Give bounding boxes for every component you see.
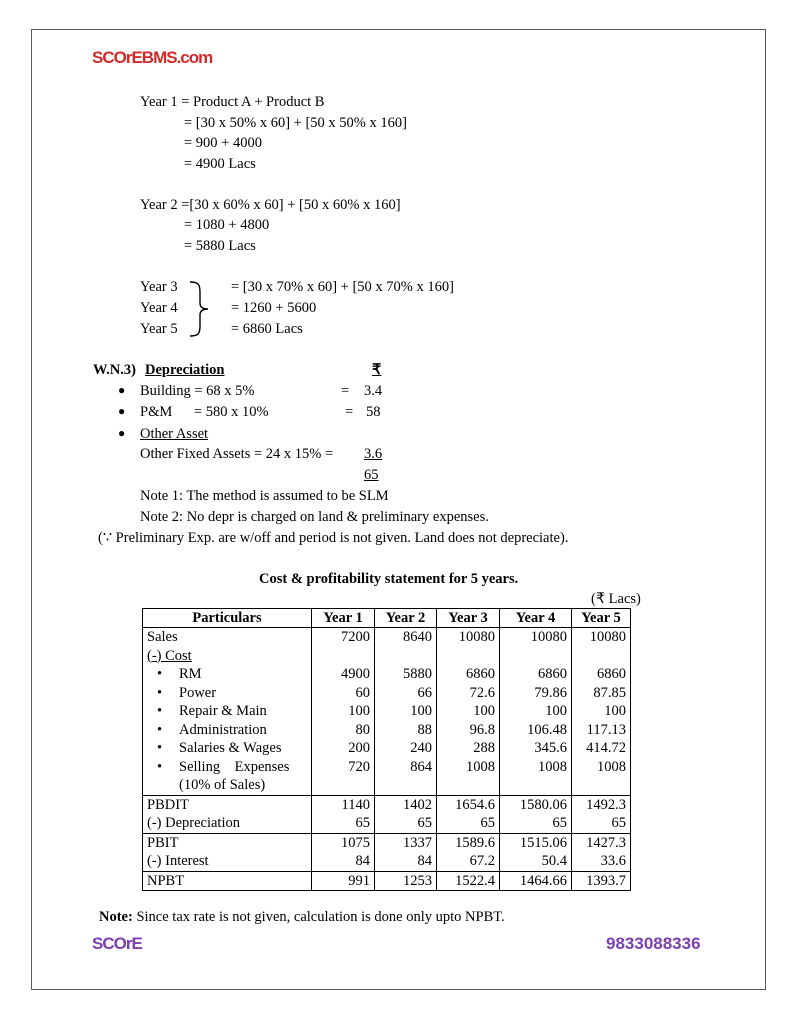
value: 1402	[403, 796, 432, 813]
bottom-note	[99, 907, 505, 927]
year2-cell	[375, 628, 437, 796]
column-header: Year 3	[437, 609, 500, 628]
cost-statement-table	[142, 608, 631, 891]
bullet-icon: ●	[118, 404, 126, 418]
value: 84	[355, 853, 370, 869]
value: 1654.6	[455, 796, 495, 813]
value: 7200	[341, 629, 370, 645]
row-label: (-) Cost	[147, 647, 192, 664]
value: 1075	[341, 834, 370, 851]
table-header-row	[143, 609, 631, 628]
value: 87.85	[593, 684, 626, 701]
value	[441, 647, 495, 666]
year3-cell	[437, 795, 500, 833]
row-label: NPBT	[147, 872, 185, 889]
value: 50.4	[541, 853, 567, 869]
value: 10080	[458, 629, 495, 645]
row-label: PBDIT	[147, 796, 189, 813]
year3-label: Year 3	[140, 279, 178, 295]
value	[379, 647, 432, 666]
value: 864	[410, 758, 432, 775]
value: 65	[355, 815, 370, 831]
value: 65	[480, 815, 495, 831]
column-header: Year 4	[500, 609, 572, 628]
value: 1140	[341, 796, 370, 813]
list-item: • Power	[147, 684, 307, 703]
value: 100	[410, 703, 432, 719]
note-label: Note:	[99, 909, 133, 925]
year5-cell	[572, 628, 631, 796]
value: 1515.06	[519, 834, 567, 851]
year3-cell	[437, 833, 500, 871]
value: 991	[348, 872, 370, 889]
year5-cell	[572, 833, 631, 871]
bullet-icon: ●	[118, 383, 126, 397]
column-header: Year 5	[572, 609, 631, 628]
dep-other-value: 3.6	[364, 446, 383, 462]
year1-sum: = 900 + 4000	[184, 135, 262, 151]
value: 100	[604, 703, 626, 719]
header-brand: SCOrEBMS.com	[92, 48, 213, 67]
dep-other-asset: Other Asset	[140, 426, 209, 442]
value: 1522.4	[455, 872, 495, 889]
value: 1427.3	[586, 834, 626, 851]
statement-unit: (₹ Lacs)	[591, 591, 641, 607]
bullet-icon: ●	[118, 426, 126, 440]
year5-cell	[572, 871, 631, 891]
value: 1492.3	[586, 796, 626, 813]
dep-building: Building = 68 x 5%	[140, 383, 255, 399]
column-header: Year 2	[375, 609, 437, 628]
column-header: Year 1	[312, 609, 375, 628]
dep-pm-eq: =	[345, 404, 354, 420]
note-text: Since tax rate is not given, calculation is done only upto NPBT.	[132, 909, 505, 925]
value: 106.48	[527, 721, 567, 738]
table-row	[143, 795, 631, 833]
year1-cell	[312, 833, 375, 871]
year1-calc: = [30 x 50% x 60] + [50 x 50% x 160]	[184, 115, 407, 131]
year345-total: = 6860 Lacs	[231, 321, 303, 337]
value: 10080	[589, 629, 626, 645]
value: 1008	[466, 758, 495, 775]
wn3-heading: Depreciation	[145, 362, 225, 378]
table-row	[143, 628, 631, 796]
value: 65	[611, 815, 626, 831]
value: 100	[473, 703, 495, 719]
note-2: Note 2: No depr is charged on land & preliminary expenses.	[140, 509, 489, 525]
value: 5880	[403, 666, 432, 682]
value	[504, 647, 567, 666]
list-item-continuation: (10% of Sales)	[179, 777, 266, 793]
value: 1393.7	[586, 872, 626, 889]
value: 1580.06	[519, 796, 567, 813]
value: 200	[348, 740, 370, 756]
year2-line: Year 2 =[30 x 60% x 60] + [50 x 60% x 160]	[140, 197, 401, 213]
list-item: • RM	[147, 665, 307, 684]
list-item: • Administration	[147, 721, 307, 740]
wn3-prefix: W.N.3)	[93, 362, 136, 378]
value: 4900	[341, 666, 370, 682]
list-item: • Repair & Main	[147, 702, 307, 721]
year4-cell	[500, 871, 572, 891]
row-label: (-) Depreciation	[147, 815, 240, 831]
particulars-cell	[143, 795, 312, 833]
note-1: Note 1: The method is assumed to be SLM	[140, 488, 389, 504]
value: 240	[410, 740, 432, 756]
table-row	[143, 833, 631, 871]
year2-total: = 5880 Lacs	[184, 238, 256, 254]
year5-cell	[572, 795, 631, 833]
table-row	[143, 871, 631, 891]
year2-cell	[375, 833, 437, 871]
year1-total: = 4900 Lacs	[184, 156, 256, 172]
year345-calc: = [30 x 70% x 60] + [50 x 70% x 160]	[231, 279, 454, 295]
dep-pm: P&M = 580 x 10%	[140, 404, 269, 420]
value: 1589.6	[455, 834, 495, 851]
value: 65	[552, 815, 567, 831]
value: 1337	[403, 834, 432, 851]
particulars-cell	[143, 833, 312, 871]
value: 65	[417, 815, 432, 831]
value: 8640	[403, 629, 432, 645]
value: 88	[417, 721, 432, 738]
footer-brand: SCOrE	[92, 934, 142, 953]
dep-building-value: 3.4	[364, 383, 383, 399]
value: 84	[417, 853, 432, 869]
value: 100	[545, 703, 567, 719]
year4-cell	[500, 628, 572, 796]
year1-cell	[312, 795, 375, 833]
value: 96.8	[469, 721, 495, 738]
list-item: • Salaries & Wages	[147, 739, 307, 758]
value: 80	[355, 721, 370, 738]
column-header: Particulars	[143, 609, 312, 628]
list-item: • Selling Expenses	[147, 758, 307, 777]
value: 10080	[530, 629, 567, 645]
value: 72.6	[469, 684, 495, 701]
dep-total: 65	[364, 467, 379, 483]
year5-label: Year 5	[140, 321, 178, 337]
value: 6860	[597, 666, 626, 682]
year3-cell	[437, 628, 500, 796]
particulars-cell	[143, 628, 312, 796]
value	[316, 647, 370, 666]
value: 414.72	[586, 740, 626, 756]
value: 66	[417, 684, 432, 701]
value: 288	[473, 740, 495, 756]
footer-phone: 9833088336	[606, 934, 701, 953]
currency-symbol: ₹	[372, 362, 382, 378]
year345-sum: = 1260 + 5600	[231, 300, 317, 316]
value: 1253	[403, 872, 432, 889]
row-label: (-) Interest	[147, 853, 209, 869]
value: 6860	[466, 666, 495, 682]
row-label: PBIT	[147, 834, 179, 851]
dep-pm-value: 58	[366, 404, 381, 420]
value	[576, 647, 626, 666]
value: 720	[348, 758, 370, 775]
particulars-cell	[143, 871, 312, 891]
value: 345.6	[534, 740, 567, 756]
note-3: (∵ Preliminary Exp. are w/off and period is not given. Land does not depreciate).	[98, 530, 569, 546]
year1-cell	[312, 628, 375, 796]
value: 60	[355, 684, 370, 701]
year1-line: Year 1 = Product A + Product B	[140, 94, 325, 110]
statement-title: Cost & profitability statement for 5 years.	[259, 571, 519, 587]
value: 33.6	[600, 853, 626, 869]
value: 79.86	[534, 684, 567, 701]
year4-label: Year 4	[140, 300, 178, 316]
year3-cell	[437, 871, 500, 891]
year4-cell	[500, 795, 572, 833]
year4-cell	[500, 833, 572, 871]
row-label: Sales	[147, 629, 178, 645]
year2-sum: = 1080 + 4800	[184, 217, 270, 233]
year2-cell	[375, 795, 437, 833]
year2-cell	[375, 871, 437, 891]
dep-building-eq: =	[341, 383, 350, 399]
curly-brace-icon	[188, 280, 210, 338]
dep-other-fixed: Other Fixed Assets = 24 x 15% =	[140, 446, 334, 462]
value: 67.2	[469, 853, 495, 869]
year1-cell	[312, 871, 375, 891]
value: 100	[348, 703, 370, 719]
value: 117.13	[586, 721, 626, 738]
value: 6860	[538, 666, 567, 682]
value: 1008	[597, 758, 626, 775]
value: 1008	[538, 758, 567, 775]
value: 1464.66	[519, 872, 567, 889]
